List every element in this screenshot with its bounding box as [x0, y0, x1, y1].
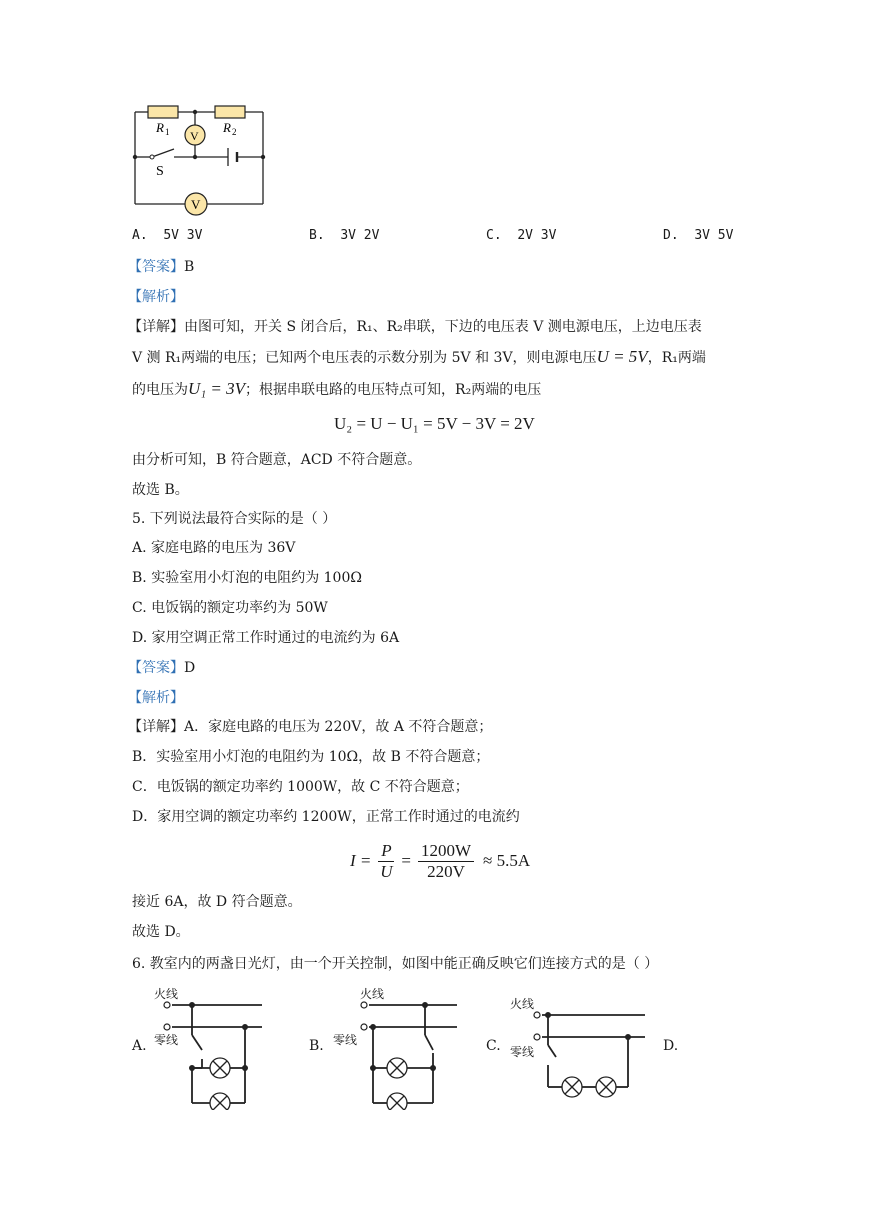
- q6-option-b-label[interactable]: B.: [309, 1038, 324, 1054]
- q6-b-live-label: 火线: [360, 987, 385, 1001]
- q4-answer: 【答案】B: [128, 259, 195, 275]
- q6-a-neutral-label: 零线: [154, 1033, 179, 1047]
- svg-text:R: R: [156, 120, 164, 135]
- q6-c-live-label: 火线: [510, 997, 535, 1011]
- q6-option-c-label[interactable]: C.: [486, 1038, 501, 1054]
- q4-option-b[interactable]: B. 3V 2V: [309, 228, 380, 243]
- q5-answer: 【答案】D: [128, 660, 196, 676]
- svg-text:S: S: [156, 164, 164, 179]
- q5-option-a[interactable]: A. 家庭电路的电压为 36V: [132, 540, 296, 556]
- q6-option-c-diagram: [530, 1005, 650, 1100]
- svg-text:R: R: [223, 120, 231, 135]
- q5-option-b[interactable]: B. 实验室用小灯泡的电阻约为 100Ω: [132, 570, 362, 586]
- q6-option-b-diagram: [355, 995, 460, 1110]
- q5-option-c[interactable]: C. 电饭锅的额定功率约为 50W: [132, 600, 328, 616]
- q5-detail-c: C．电饭锅的额定功率约 1000W，故 C 不符合题意；: [132, 779, 469, 795]
- svg-text:1: 1: [165, 127, 170, 137]
- q5-option-d[interactable]: D. 家用空调正常工作时通过的电流约为 6A: [132, 630, 400, 646]
- svg-text:V: V: [190, 129, 199, 143]
- q4-formula: U₂ = U − U₁ = 5V − 3V = 2V: [334, 414, 535, 433]
- q4-analysis-tag: 【解析】: [128, 289, 184, 305]
- q6-option-d-label[interactable]: D.: [663, 1038, 679, 1054]
- q4-circuit-diagram: [128, 98, 270, 222]
- q4-option-c[interactable]: C. 2V 3V: [486, 228, 557, 243]
- lamp-icon: [210, 1058, 230, 1110]
- q6-c-neutral-label: 零线: [510, 1045, 535, 1059]
- svg-text:2: 2: [232, 127, 237, 137]
- resistor-r1: [148, 106, 178, 118]
- q4-option-a[interactable]: A. 5V 3V: [132, 228, 203, 243]
- q4-choose: 故选 B。: [132, 482, 189, 498]
- q4-conclusion: 由分析可知，B 符合题意，ACD 不符合题意。: [132, 452, 422, 468]
- q4-option-d[interactable]: D. 3V 5V: [663, 228, 734, 243]
- q4-detail-line2: V 测 R₁两端的电压；已知两个电压表的示数分别为 5V 和 3V，则电源电压U = 5V，R₁两端: [132, 347, 706, 366]
- q6-b-neutral-label: 零线: [333, 1033, 358, 1047]
- q4-detail-line3: 的电压为U₁ = 3V；根据串联电路的电压特点可知，R₂两端的电压: [132, 379, 542, 398]
- q5-formula: I = P U = 1200W 220V ≈ 5.5A: [350, 840, 531, 881]
- q5-close: 接近 6A，故 D 符合题意。: [132, 894, 302, 910]
- q6-stem: 6. 教室内的两盏日光灯，由一个开关控制，如图中能正确反映它们连接方式的是（ ）: [132, 956, 659, 972]
- lamp-icon: [387, 1058, 407, 1110]
- q5-choose: 故选 D。: [132, 924, 190, 940]
- q6-option-a-label[interactable]: A.: [132, 1038, 147, 1054]
- q6-a-live-label: 火线: [154, 987, 179, 1001]
- q5-stem: 5. 下列说法最符合实际的是（ ）: [132, 511, 337, 527]
- q5-analysis-tag: 【解析】: [128, 690, 184, 706]
- q5-detail-b: B．实验室用小灯泡的电阻约为 10Ω，故 B 不符合题意；: [132, 749, 490, 765]
- q5-detail-d: D．家用空调的额定功率约 1200W，正常工作时通过的电流约: [132, 809, 520, 825]
- svg-text:V: V: [191, 197, 201, 212]
- q4-detail-line1: 【详解】由图可知，开关 S 闭合后，R₁、R₂串联，下边的电压表 V 测电源电压，上边电压表: [128, 319, 702, 335]
- q5-detail-a: 【详解】A．家庭电路的电压为 220V，故 A 不符合题意；: [128, 719, 493, 735]
- q6-option-a-diagram: [150, 995, 265, 1110]
- resistor-r2: [215, 106, 245, 118]
